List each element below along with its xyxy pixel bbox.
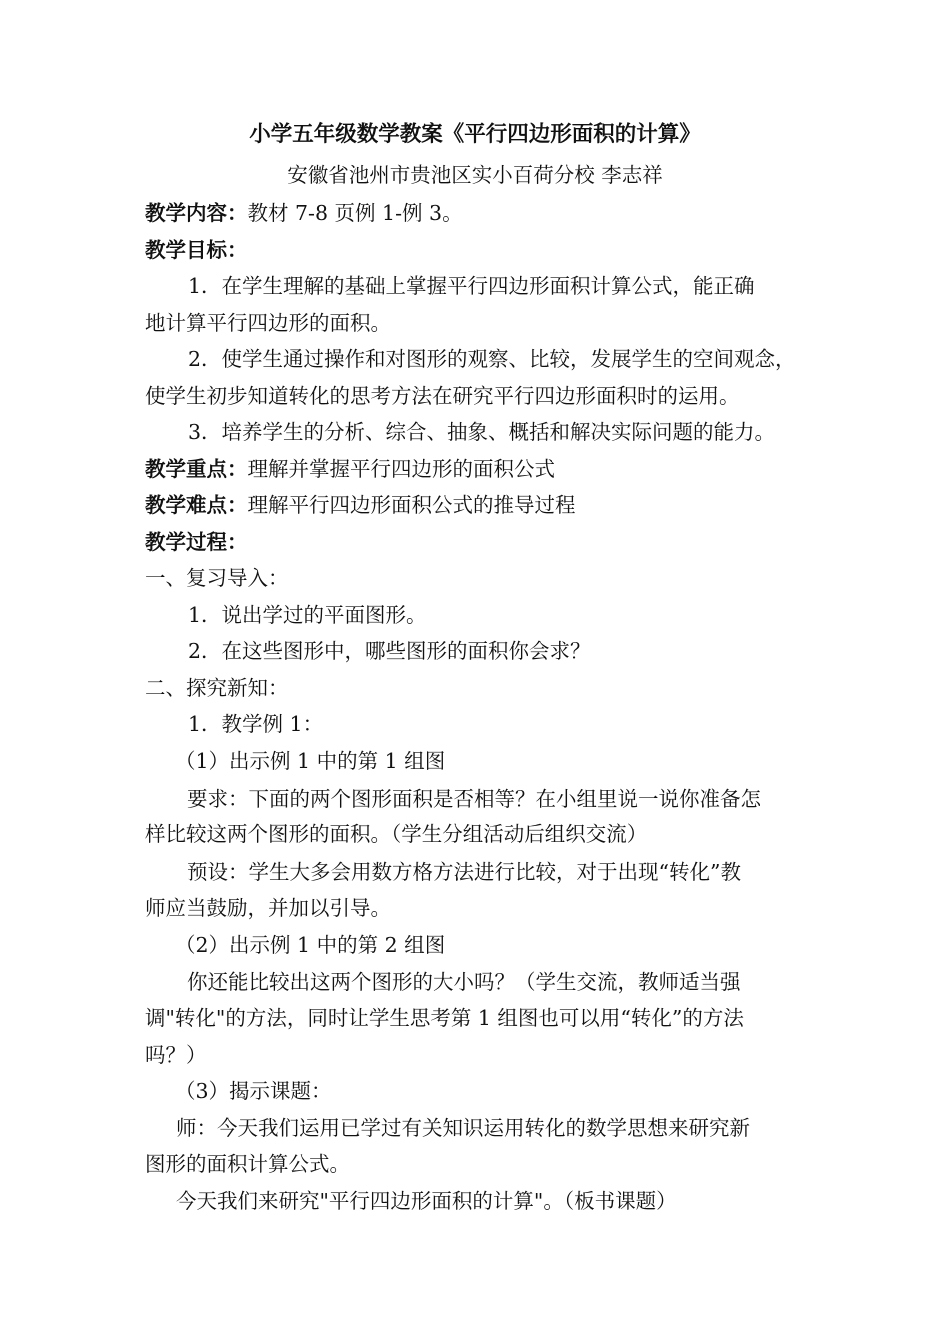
- section-line: 师：今天我们运用已学过有关知识运用转化的数学思想来研究新: [176, 1116, 750, 1140]
- section-line: 要求：下面的两个图形面积是否相等？在小组里说一说你准备怎: [187, 787, 761, 811]
- key-point-text: 理解并掌握平行四边形的面积公式: [247, 457, 555, 481]
- section-item: 1．说出学过的平面图形。: [188, 603, 427, 627]
- teaching-content: [145, 199, 825, 227]
- objective-line: 3．培养学生的分析、综合、抽象、概括和解决实际问题的能力。: [188, 420, 776, 444]
- section-line: 调"转化"的方法，同时让学生思考第 1 组图也可以用“转化”的方法: [145, 1006, 744, 1030]
- objective-line: 2．使学生通过操作和对图形的观察、比较，发展学生的空间观念，: [188, 347, 796, 371]
- section-line: 图形的面积计算公式。: [145, 1152, 350, 1176]
- objectives-heading: 教学目标：: [145, 238, 248, 262]
- objective-line: 1．在学生理解的基础上掌握平行四边形面积计算公式，能正确: [188, 274, 755, 298]
- teaching-content-label: 教学内容：: [145, 201, 248, 225]
- section-heading: 一、复习导入：: [145, 566, 289, 590]
- document-title: 小学五年级数学教案《平行四边形面积的计算》: [249, 122, 701, 147]
- section-line: 你还能比较出这两个图形的大小吗？（学生交流，教师适当强: [187, 970, 741, 994]
- difficulty-text: 理解平行四边形面积公式的推导过程: [247, 493, 576, 517]
- key-point: [145, 455, 825, 483]
- section-line: 样比较这两个图形的面积。（学生分组活动后组织交流）: [145, 822, 648, 846]
- section-heading: 二、探究新知：: [145, 676, 289, 700]
- objective-line: 使学生初步知道转化的思考方法在研究平行四边形面积时的运用。: [145, 384, 740, 408]
- objective-line: 地计算平行四边形的面积。: [145, 311, 391, 335]
- section-line: 1．教学例 1：: [188, 712, 324, 736]
- difficulty: [145, 491, 825, 519]
- section-line: 吗？）: [145, 1043, 207, 1067]
- teaching-content-text: 教材 7-8 页例 1-例 3。: [247, 201, 463, 225]
- section-line: 今天我们来研究"平行四边形面积的计算"。（板书课题）: [176, 1189, 677, 1213]
- difficulty-label: 教学难点：: [145, 493, 248, 517]
- section-line: 师应当鼓励，并加以引导。: [145, 896, 391, 920]
- process-heading: 教学过程：: [145, 530, 248, 554]
- key-point-label: 教学重点：: [145, 457, 248, 481]
- section-item: 2．在这些图形中，哪些图形的面积你会求？: [188, 639, 591, 663]
- author-line: 安徽省池州市贵池区实小百荷分校 李志祥: [287, 163, 663, 187]
- section-line: （1）出示例 1 中的第 1 组图: [175, 749, 446, 773]
- section-line: （2）出示例 1 中的第 2 组图: [175, 933, 446, 957]
- section-line: （3）揭示课题：: [175, 1079, 332, 1103]
- section-line: 预设：学生大多会用数方格方法进行比较，对于出现“转化”教: [187, 860, 741, 884]
